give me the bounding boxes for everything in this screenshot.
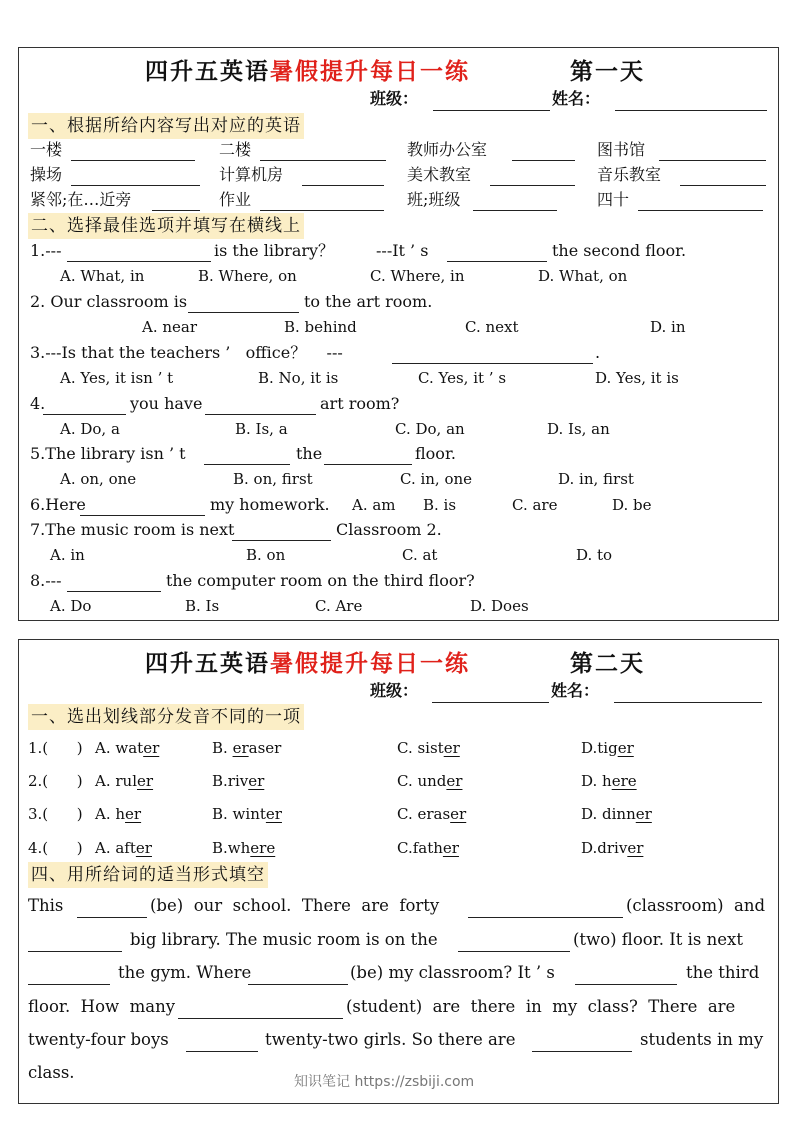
q2-option-d: D. in — [650, 318, 686, 336]
q4-option-d: D. Is, an — [547, 420, 610, 438]
q1-option-d: D. What, on — [538, 267, 628, 285]
day1-name-label: 姓名： — [552, 89, 601, 108]
vocab-answer-field[interactable] — [473, 210, 557, 211]
q7-option-c: C. at — [402, 546, 438, 564]
q2-option-c: C. next — [465, 318, 519, 336]
passage-blank[interactable] — [28, 984, 110, 985]
q8-option-d: D. Does — [470, 597, 529, 615]
phonics-option-b: B. winter — [212, 805, 282, 823]
q6-text: 6.Here — [30, 495, 86, 514]
passage-text: big library. The music room is on the — [130, 930, 438, 949]
q6-option-c: C. are — [512, 496, 558, 514]
vocab-answer-field[interactable] — [71, 160, 195, 161]
q3-text: . — [595, 343, 601, 362]
phonics-option-a: A. water — [95, 739, 160, 757]
passage-blank[interactable] — [28, 951, 122, 952]
day2-section1-heading: 一、选出划线部分发音不同的一项 — [28, 704, 304, 730]
passage-blank[interactable] — [248, 984, 348, 985]
q3-blank[interactable] — [392, 363, 593, 364]
vocab-label: 四十 — [597, 190, 630, 209]
q1-option-c: C. Where, in — [370, 267, 465, 285]
vocab-answer-field[interactable] — [260, 210, 384, 211]
passage-text: twenty-two girls. So there are — [265, 1030, 516, 1049]
day2-class-field[interactable] — [432, 702, 549, 703]
phonics-option-c: C. under — [397, 772, 463, 790]
q2-option-a: A. near — [142, 318, 198, 336]
day1-name-field[interactable] — [615, 110, 767, 111]
vocab-label: 二楼 — [219, 140, 252, 159]
day1-section1-heading: 一、根据所给内容写出对应的英语 — [28, 113, 304, 139]
vocab-label: 班;班级 — [407, 190, 461, 209]
q4-option-a: A. Do, a — [60, 420, 120, 438]
vocab-answer-field[interactable] — [680, 185, 766, 186]
q1-option-a: A. What, in — [60, 267, 145, 285]
passage-blank[interactable] — [178, 1018, 343, 1019]
q5-text: floor. — [415, 444, 456, 463]
q5-option-d: D. in, first — [558, 470, 634, 488]
phonics-option-d: D.tiger — [581, 739, 634, 757]
passage-blank[interactable] — [575, 984, 677, 985]
phonics-option-c: C. sister — [397, 739, 460, 757]
passage-text: the gym. Where — [118, 963, 252, 982]
day1-class-label: 班级： — [370, 89, 419, 108]
phonics-option-c: C.father — [397, 839, 459, 857]
phonics-option-a: A. after — [95, 839, 152, 857]
vocab-answer-field[interactable] — [152, 210, 200, 211]
phonics-number[interactable]: 2.( ) — [28, 772, 88, 790]
day2-name-label: 姓名： — [551, 681, 600, 700]
vocab-answer-field[interactable] — [512, 160, 575, 161]
q2-text: to the art room. — [304, 292, 433, 311]
q8-text: the computer room on the third floor? — [166, 571, 475, 590]
q6-option-d: D. be — [612, 496, 652, 514]
vocab-label: 一楼 — [30, 140, 63, 159]
day2-title: 四升五英语暑假提升每日一练 — [145, 650, 470, 677]
phonics-option-d: D. here — [581, 772, 637, 790]
q1-text: ---It ’ s — [376, 241, 429, 260]
q5-text: 5.The library isn ’ t — [30, 444, 186, 463]
vocab-label: 紧邻;在…近旁 — [30, 190, 132, 209]
q1-text: 1.--- — [30, 241, 62, 260]
vocab-answer-field[interactable] — [71, 185, 200, 186]
passage-blank[interactable] — [458, 951, 570, 952]
passage-blank[interactable] — [532, 1051, 632, 1052]
passage-blank[interactable] — [186, 1051, 258, 1052]
vocab-label: 图书馆 — [597, 140, 646, 159]
q5-blank[interactable] — [324, 464, 412, 465]
q3-text: 3.---Is that the teachers ’ office？ --- — [30, 343, 343, 362]
vocab-answer-field[interactable] — [490, 185, 575, 186]
q4-blank[interactable] — [43, 414, 126, 415]
vocab-label: 作业 — [219, 190, 252, 209]
q1-option-b: B. Where, on — [198, 267, 297, 285]
q7-option-d: D. to — [576, 546, 613, 564]
q4-text: you have — [130, 394, 203, 413]
vocab-label: 操场 — [30, 165, 63, 184]
vocab-label: 美术教室 — [407, 165, 472, 184]
day1-section2-heading: 二、选择最佳选项并填写在横线上 — [28, 213, 304, 239]
vocab-label: 音乐教室 — [597, 165, 662, 184]
passage-text: This — [28, 896, 64, 915]
q1-blank[interactable] — [67, 261, 211, 262]
day2-name-field[interactable] — [614, 702, 762, 703]
q8-blank[interactable] — [67, 591, 161, 592]
q1-answer-blank[interactable] — [447, 261, 547, 262]
q6-option-b: B. is — [423, 496, 457, 514]
q7-blank[interactable] — [232, 540, 331, 541]
day2-section4-heading: 四、用所给词的适当形式填空 — [28, 862, 268, 888]
passage-text: (be) my classroom? It ’ s — [350, 963, 555, 982]
passage-text: (two) floor. It is next — [573, 930, 743, 949]
passage-text: twenty-four boys — [28, 1030, 169, 1049]
passage-text: floor. How many — [28, 997, 176, 1016]
q2-text: 2. Our classroom is — [30, 292, 188, 311]
q7-text: 7.The music room is next — [30, 520, 235, 539]
vocab-answer-field[interactable] — [302, 185, 384, 186]
passage-text: class. — [28, 1063, 75, 1082]
q3-option-c: C. Yes, it ’ s — [418, 369, 507, 387]
passage-text: the third — [686, 963, 760, 982]
q8-option-c: C. Are — [315, 597, 363, 615]
q2-option-b: B. behind — [284, 318, 357, 336]
q5-option-c: C. in, one — [400, 470, 473, 488]
phonics-number[interactable]: 3.( ) — [28, 805, 88, 823]
passage-blank[interactable] — [468, 917, 623, 918]
day1-day-label: 第一天 — [570, 58, 645, 85]
q1-text: the second floor. — [552, 241, 687, 260]
q8-option-a: A. Do — [50, 597, 92, 615]
phonics-option-b: B.where — [212, 839, 276, 857]
phonics-option-d: D. dinner — [581, 805, 652, 823]
passage-text: (classroom) and — [626, 896, 766, 915]
q5-text: the — [296, 444, 323, 463]
vocab-label: 教师办公室 — [407, 140, 488, 159]
q4-option-b: B. Is, a — [235, 420, 288, 438]
passage-text: (student) are there in my class? There are — [346, 997, 736, 1016]
q6-text: my homework. — [210, 495, 330, 514]
q5-blank[interactable] — [204, 464, 290, 465]
q5-option-b: B. on, first — [233, 470, 313, 488]
q3-option-a: A. Yes, it isn ’ t — [60, 369, 174, 387]
q4-text: art room? — [320, 394, 400, 413]
vocab-answer-field[interactable] — [659, 160, 766, 161]
phonics-option-b: B. eraser — [212, 739, 282, 757]
phonics-option-a: A. ruler — [95, 772, 154, 790]
phonics-number[interactable]: 1.( ) — [28, 739, 88, 757]
day2-day-label: 第二天 — [570, 650, 645, 677]
phonics-option-a: A. her — [95, 805, 142, 823]
day2-class-label: 班级： — [370, 681, 419, 700]
q6-option-a: A. am — [352, 496, 396, 514]
q8-text: 8.--- — [30, 571, 62, 590]
watermark-footer: 知识笔记 https://zsbiji.com — [294, 1074, 475, 1090]
q6-blank[interactable] — [80, 515, 205, 516]
q3-option-d: D. Yes, it is — [595, 369, 679, 387]
vocab-label: 计算机房 — [219, 165, 284, 184]
vocab-answer-field[interactable] — [260, 160, 386, 161]
vocab-answer-field[interactable] — [638, 210, 763, 211]
phonics-option-b: B.river — [212, 772, 265, 790]
q4-text: 4. — [30, 394, 46, 413]
passage-text: students in my — [640, 1030, 764, 1049]
passage-blank[interactable] — [77, 917, 147, 918]
q8-option-b: B. Is — [185, 597, 220, 615]
q4-blank[interactable] — [205, 414, 316, 415]
day1-title: 四升五英语暑假提升每日一练 — [145, 58, 470, 85]
q2-blank[interactable] — [188, 312, 299, 313]
q7-option-b: B. on — [246, 546, 286, 564]
q1-text: is the library？ — [214, 241, 335, 260]
q7-text: Classroom 2. — [336, 520, 442, 539]
passage-text: (be) our school. There are forty — [150, 896, 440, 915]
q4-option-c: C. Do, an — [395, 420, 465, 438]
q3-option-b: B. No, it is — [258, 369, 339, 387]
q7-option-a: A. in — [50, 546, 85, 564]
phonics-option-c: C. eraser — [397, 805, 467, 823]
day1-class-field[interactable] — [433, 110, 550, 111]
phonics-number[interactable]: 4.( ) — [28, 839, 88, 857]
q5-option-a: A. on, one — [60, 470, 137, 488]
phonics-option-d: D.driver — [581, 839, 644, 857]
